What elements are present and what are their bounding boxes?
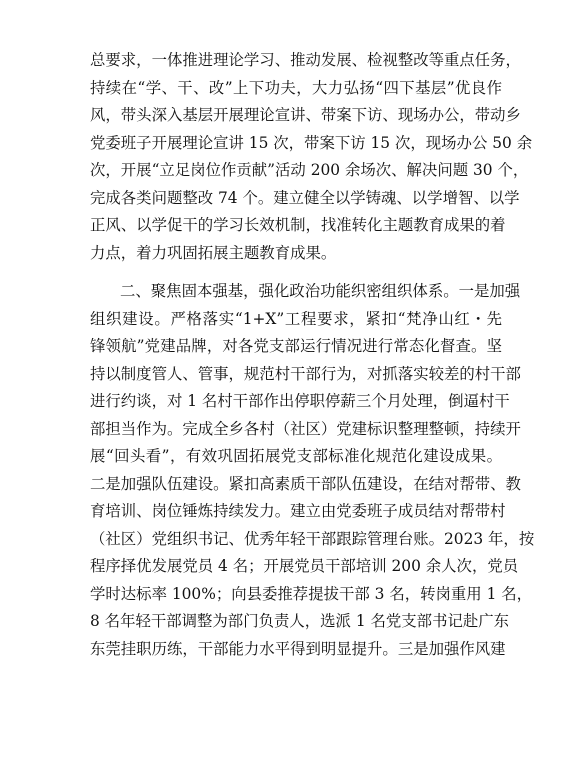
- text-line: 正风、以学促干的学习长效机制，找准转化主题教育成果的着: [90, 216, 506, 234]
- document-body: [90, 47, 535, 663]
- text-line: 8 名年轻干部调整为部门负责人，选派 1 名党支部书记赴广东: [90, 612, 510, 630]
- text-line: 次，开展“立足岗位作贡献”活动 200 余场次、解决问题 30 个，: [90, 161, 529, 179]
- text-line: 总要求，一体推进理论学习、推动发展、检视整改等重点任务，: [90, 51, 521, 69]
- paragraph-spacer: [90, 267, 502, 278]
- paragraph: [90, 278, 535, 663]
- text-line: 锋领航”党建品牌，对各党支部运行情况进行常态化督查。坚: [90, 337, 502, 355]
- text-line: 风，带头深入基层开展理论宣讲、带案下访、现场办公，带动乡: [90, 106, 521, 124]
- text-line: 程序择优发展党员 4 名；开展党员干部培训 200 余人次，党员: [90, 557, 519, 575]
- text-line: 展“回头看”，有效巩固拓展党支部标准化规范化建设成果。: [90, 447, 502, 465]
- text-line: 部担当作为。完成全乡各村（社区）党建标识整理整顿，持续开: [90, 419, 521, 438]
- text-line: 党委班子开展理论宣讲 15 次，带案下访 15 次，现场办公 50 余: [90, 133, 533, 152]
- text-line: 育培训、岗位锤炼持续发力。建立由党委班子成员结对帮带村: [90, 502, 506, 520]
- text-line: 完成各类问题整改 74 个。建立健全以学铸魂、以学增智、以学: [90, 188, 520, 207]
- paragraph: [90, 47, 533, 267]
- text-line: 持续在“学、干、改”上下功夫，大力弘扬“四下基层”优良作: [90, 78, 502, 97]
- text-line: 持以制度管人、管事，规范村干部行为，对抓落实较差的村干部: [90, 364, 521, 383]
- text-line: 二、聚焦固本强基，强化政治功能织密组织体系。一是加强: [120, 282, 521, 300]
- text-line: 二是加强队伍建设。紧扣高素质干部队伍建设，在结对帮带、教: [90, 474, 521, 493]
- text-line: 学时达标率 100%；向县委推荐提拔干部 3 名，转岗重用 1 名，: [90, 584, 533, 603]
- text-line: 组织建设。严格落实“1+X”工程要求，紧扣“梵净山红・先: [90, 309, 502, 328]
- text-line: （社区）党组织书记、优秀年轻干部跟踪管理台账。2023 年，按: [90, 529, 535, 548]
- text-line: 东莞挂职历练，干部能力水平得到明显提升。三是加强作风建: [90, 639, 506, 658]
- text-line: 进行约谈，对 1 名村干部作出停职停薪三个月处理，倒逼村干: [90, 392, 510, 410]
- text-line: 力点，着力巩固拓展主题教育成果。: [90, 243, 337, 262]
